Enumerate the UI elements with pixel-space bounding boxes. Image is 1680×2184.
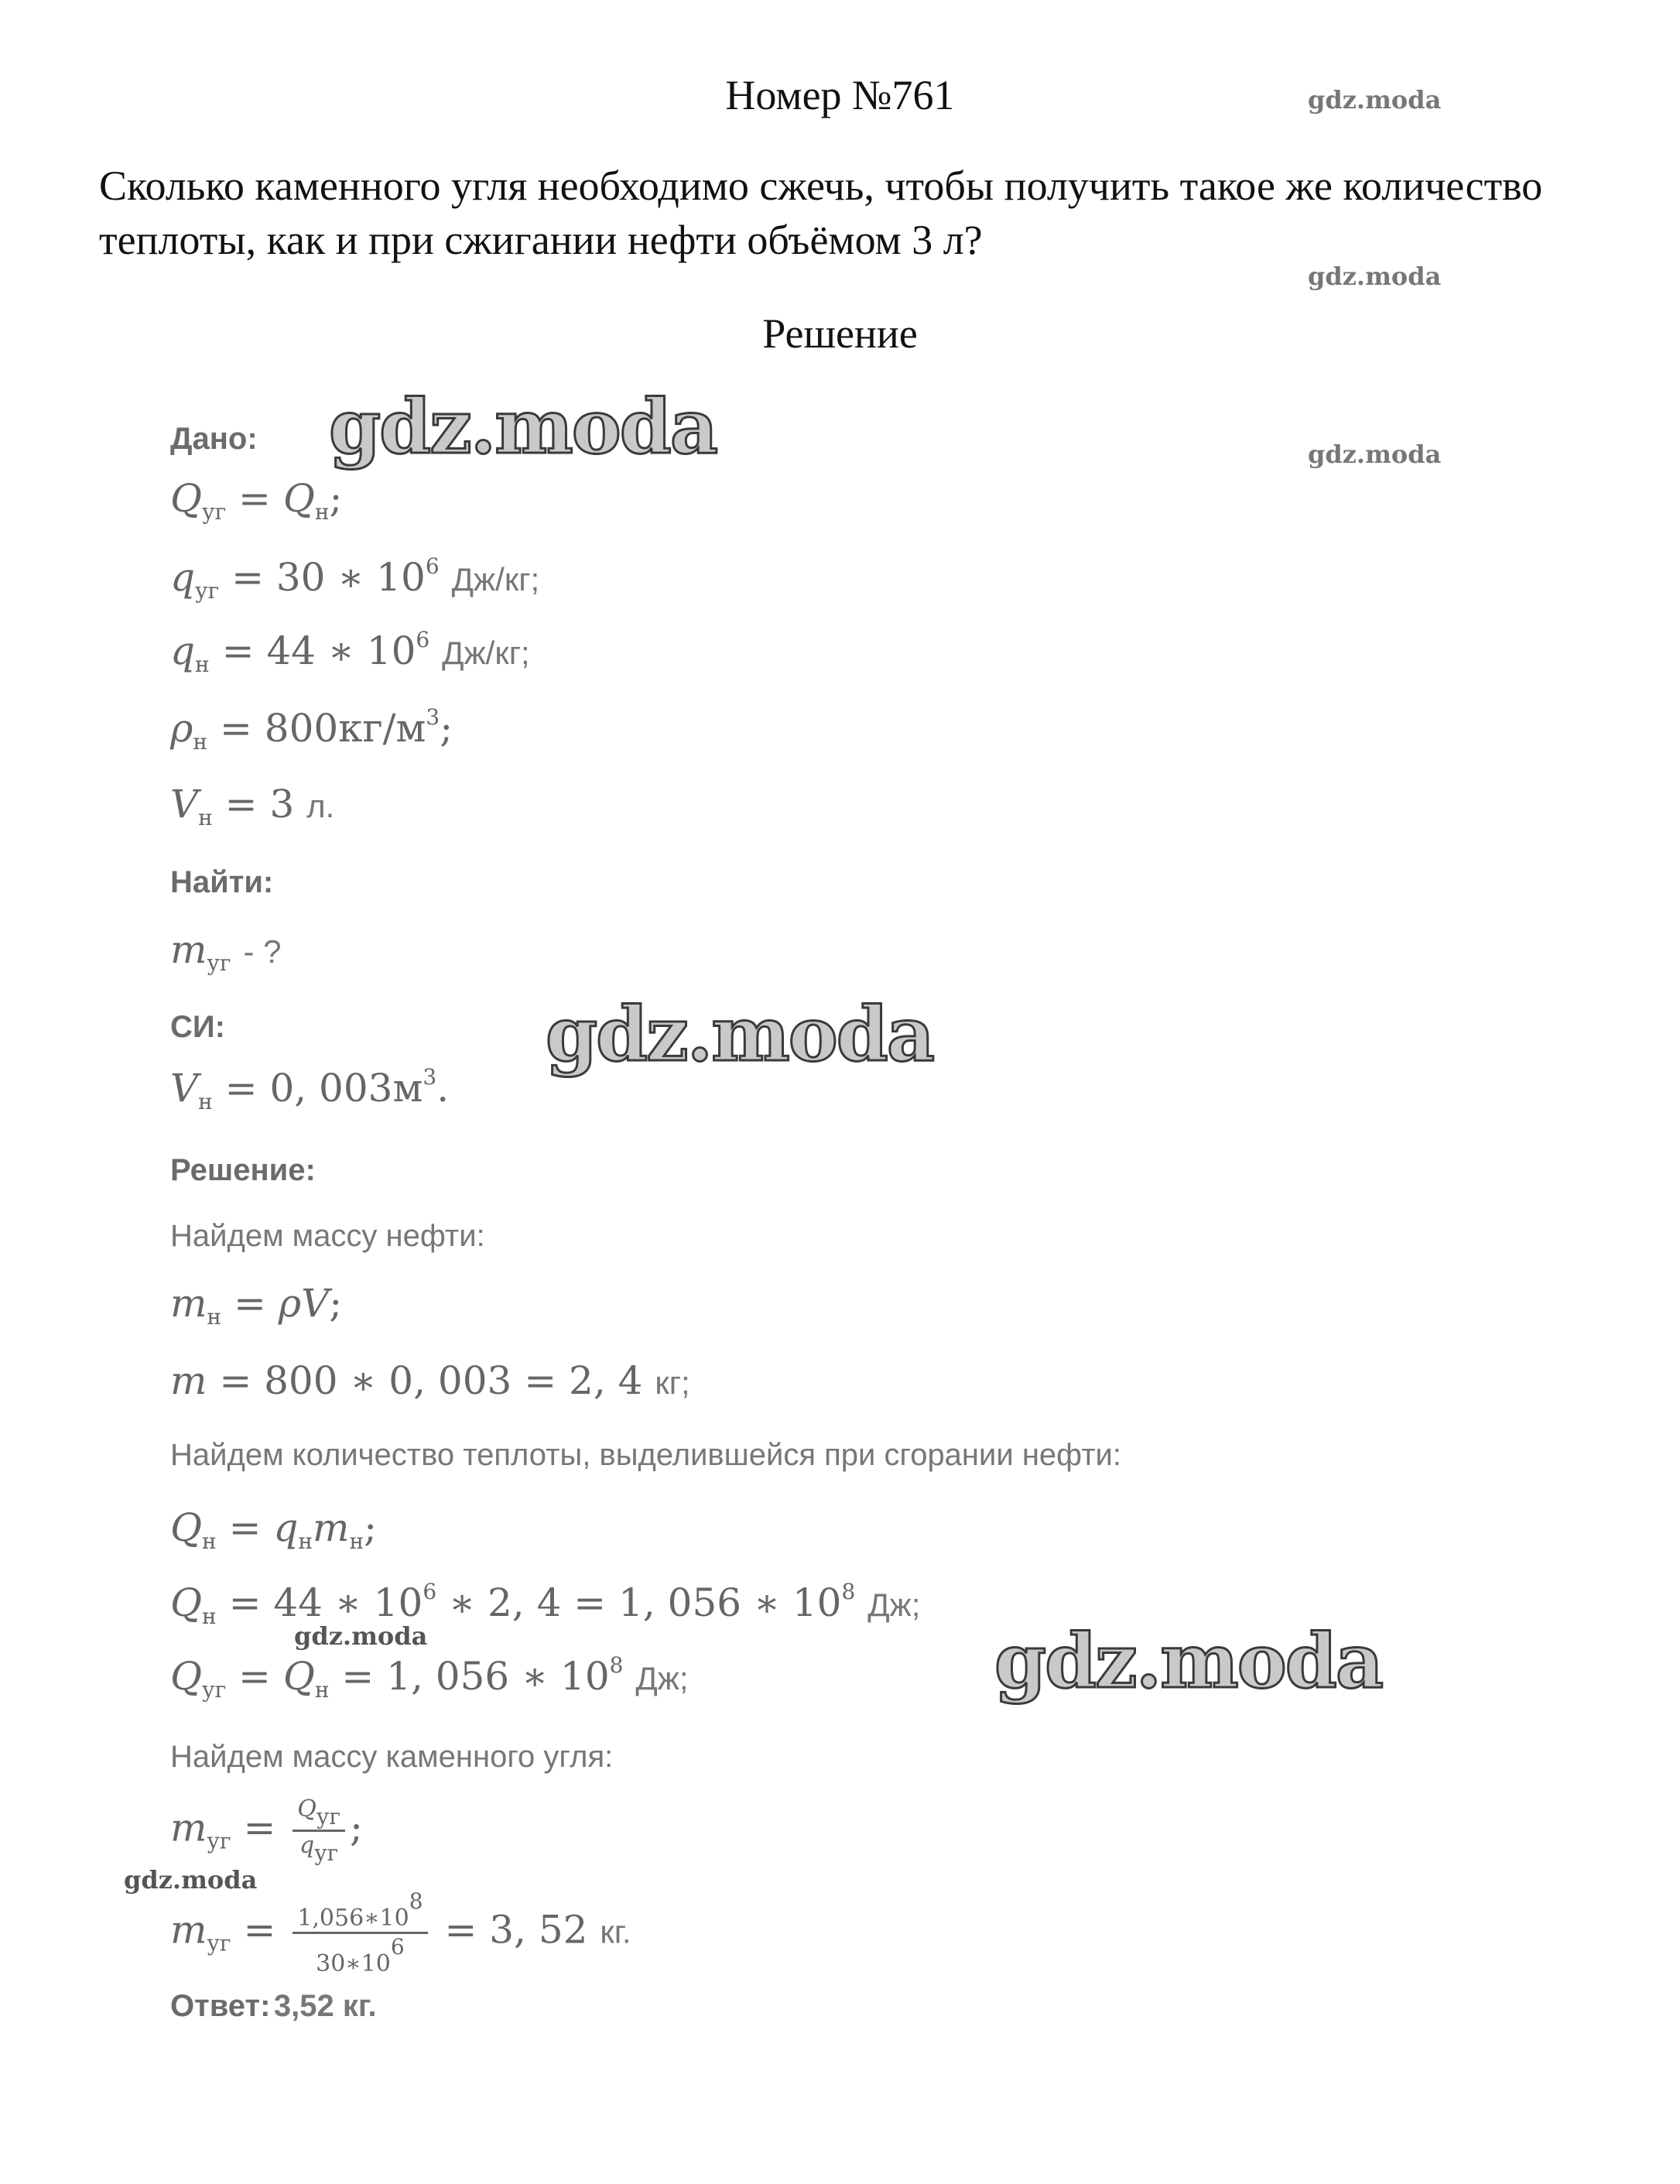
given-line-4: $\rho_н = 800кг/м^3$; bbox=[170, 704, 453, 755]
answer bbox=[170, 1989, 377, 2024]
given-line-3: $q_н = 44$ ∗ $10^6$ Дж/кг; bbox=[170, 627, 530, 677]
answer-label: Ответ: bbox=[170, 1989, 271, 2023]
heat-equality: $Q_{уг} = Q_н = 1$, 056 ∗ $10^8$ Дж; bbox=[170, 1652, 689, 1703]
problem-text: Сколько каменного угля необходимо сжечь, чтобы получить такое же количество теплоты, как и при сжигании нефти объёмом 3 л? bbox=[99, 163, 1543, 263]
formula-heat-oil: $Q_н = q_нm_н$; bbox=[170, 1505, 377, 1554]
find-label: Найти: bbox=[170, 865, 274, 899]
watermark-large: gdz.moda bbox=[994, 1617, 1383, 1705]
watermark: gdz.moda bbox=[124, 1865, 258, 1895]
watermark-large: gdz.moda bbox=[546, 991, 934, 1078]
problem-number: Номер №761 bbox=[725, 72, 955, 118]
step-2-text: Найдем количество теплоты, выделившейся при сгорании нефти: bbox=[170, 1438, 1121, 1472]
step-1-text: Найдем массу нефти: bbox=[170, 1219, 485, 1253]
si-line: $V_н = 0$, $003м^3$. bbox=[170, 1064, 450, 1114]
given-line-1: $Q_{уг} = Q_н$; bbox=[170, 476, 343, 525]
calc-mass-coal: $m_{уг}$ = $\frac{1,056∗10^8}{30∗10^6}$ = 3, 52 кг. bbox=[170, 1888, 631, 1977]
watermark: gdz.moda bbox=[1308, 85, 1442, 115]
formula-mass-oil: $m_н = \rho V$; bbox=[170, 1281, 343, 1330]
solution-label: Решение: bbox=[170, 1153, 316, 1187]
watermark: gdz.moda bbox=[1308, 262, 1442, 291]
answer-value: 3,52 кг. bbox=[273, 1989, 377, 2023]
given-line-5: $V_н = 3$ л. bbox=[170, 782, 335, 830]
watermark: gdz.moda bbox=[294, 1621, 428, 1651]
solution-title: Решение bbox=[762, 310, 918, 357]
si-label: СИ: bbox=[170, 1010, 225, 1044]
watermark-large: gdz.moda bbox=[329, 383, 717, 471]
given-line-2: $q_{уг} = 30$ ∗ $10^6$ Дж/кг; bbox=[170, 553, 540, 604]
find-line: $m_{уг}$ - ? bbox=[170, 927, 282, 976]
calc-mass-oil: m = 800 ∗ 0, 003 = 2, 4 кг; bbox=[170, 1358, 690, 1403]
formula-mass-coal: $m_{уг}$ = $\frac{Q_{уг}}{q_{уг}}$ ; bbox=[170, 1795, 363, 1866]
step-3-text: Найдем массу каменного угля: bbox=[170, 1740, 614, 1774]
watermark: gdz.moda bbox=[1308, 440, 1442, 469]
given-label: Дано: bbox=[170, 422, 258, 456]
calc-heat-oil: $Q_н = 44$ ∗ $10^6$ ∗ 2, 4 = 1, 056 ∗ $10^8$ Дж; bbox=[170, 1579, 921, 1629]
